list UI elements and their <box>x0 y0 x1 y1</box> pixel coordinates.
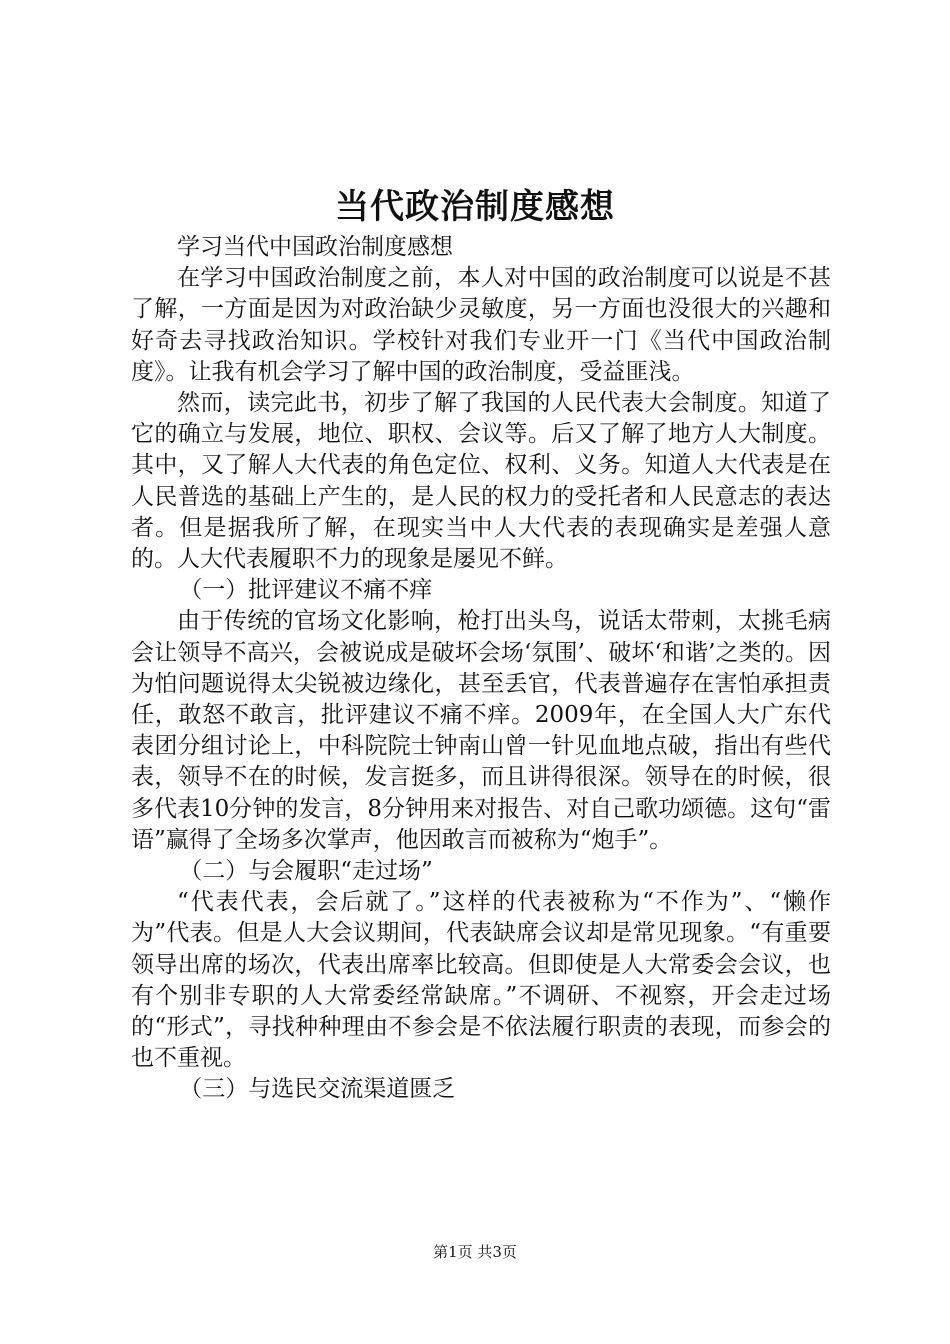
paragraph-criticism: 由于传统的官场文化影响，枪打出头鸟，说话太带刺，太挑毛病会让领导不高兴，会被说成是破坏会场‘氛围’、破坏‘和谐’之类的。因为怕问题说得太尖锐被边缘化，甚至丢官，代表普遍存在害怕承担责任，敢怒不敢言，批评建议不痛不痒。2009年，在全国人大广东代表团分组讨论上，中科院院士钟南山曾一针见血地点破，指出有些代表，领导不在的时候，发言挺多，而且讲得很深。领导在的时候，很多代表10分钟的发言，8分钟用来对报告、对自己歌功颂德。这句“雷语”赢得了全场多次掌声，他因敢言而被称为“炮手”。 <box>131 608 831 853</box>
section-heading-1: （一）批评建议不痛不痒 <box>179 577 433 604</box>
section-heading-2: （二）与会履职“走过场” <box>179 858 433 885</box>
paragraph-npc-system: 然而，读完此书，初步了解了我国的人民代表大会制度。知道了它的确立与发展，地位、职权、会议等。后又了解了地方人大制度。其中，又了解人大代表的角色定位、权利、义务。知道人大代表是在人民普选的基础上产生的，是人民的权力的受托者和人民意志的表达者。但是据我所了解，在现实当中人大代表的表现确实是差强人意的。人大代表履职不力的现象是屡见不鲜。 <box>131 390 831 573</box>
paragraph-attendance: “代表代表，会后就了。”这样的代表被称为“不作为”、“懒作为”代表。但是人大会议期间，代表缺席会议却是常见现象。“有重要领导出席的场次，代表出席率比较高。但即使是人大常委会会议，也有个别非专职的人大常委经常缺席。”不调研、不视察，开会走过场的“形式”，寻找种种理由不参会是不依法履行职责的表现，而参会的也不重视。 <box>131 889 831 1072</box>
document-body <box>131 232 831 1106</box>
paragraph-subtitle: 学习当代中国政治制度感想 <box>177 234 453 260</box>
section-heading-3: （三）与选民交流渠道匮乏 <box>179 1076 456 1103</box>
document-title: 当代政治制度感想 <box>335 187 615 227</box>
paragraph-intro: 在学习中国政治制度之前，本人对中国的政治制度可以说是不甚了解，一方面是因为对政治缺少灵敏度，另一方面也没很大的兴趣和好奇去寻找政治知识。学校针对我们专业开一门《当代中国政治制度》。让我有机会学习了解中国的政治制度，受益匪浅。 <box>131 265 831 385</box>
page-footer: 第1页 共3页 <box>433 1243 517 1261</box>
